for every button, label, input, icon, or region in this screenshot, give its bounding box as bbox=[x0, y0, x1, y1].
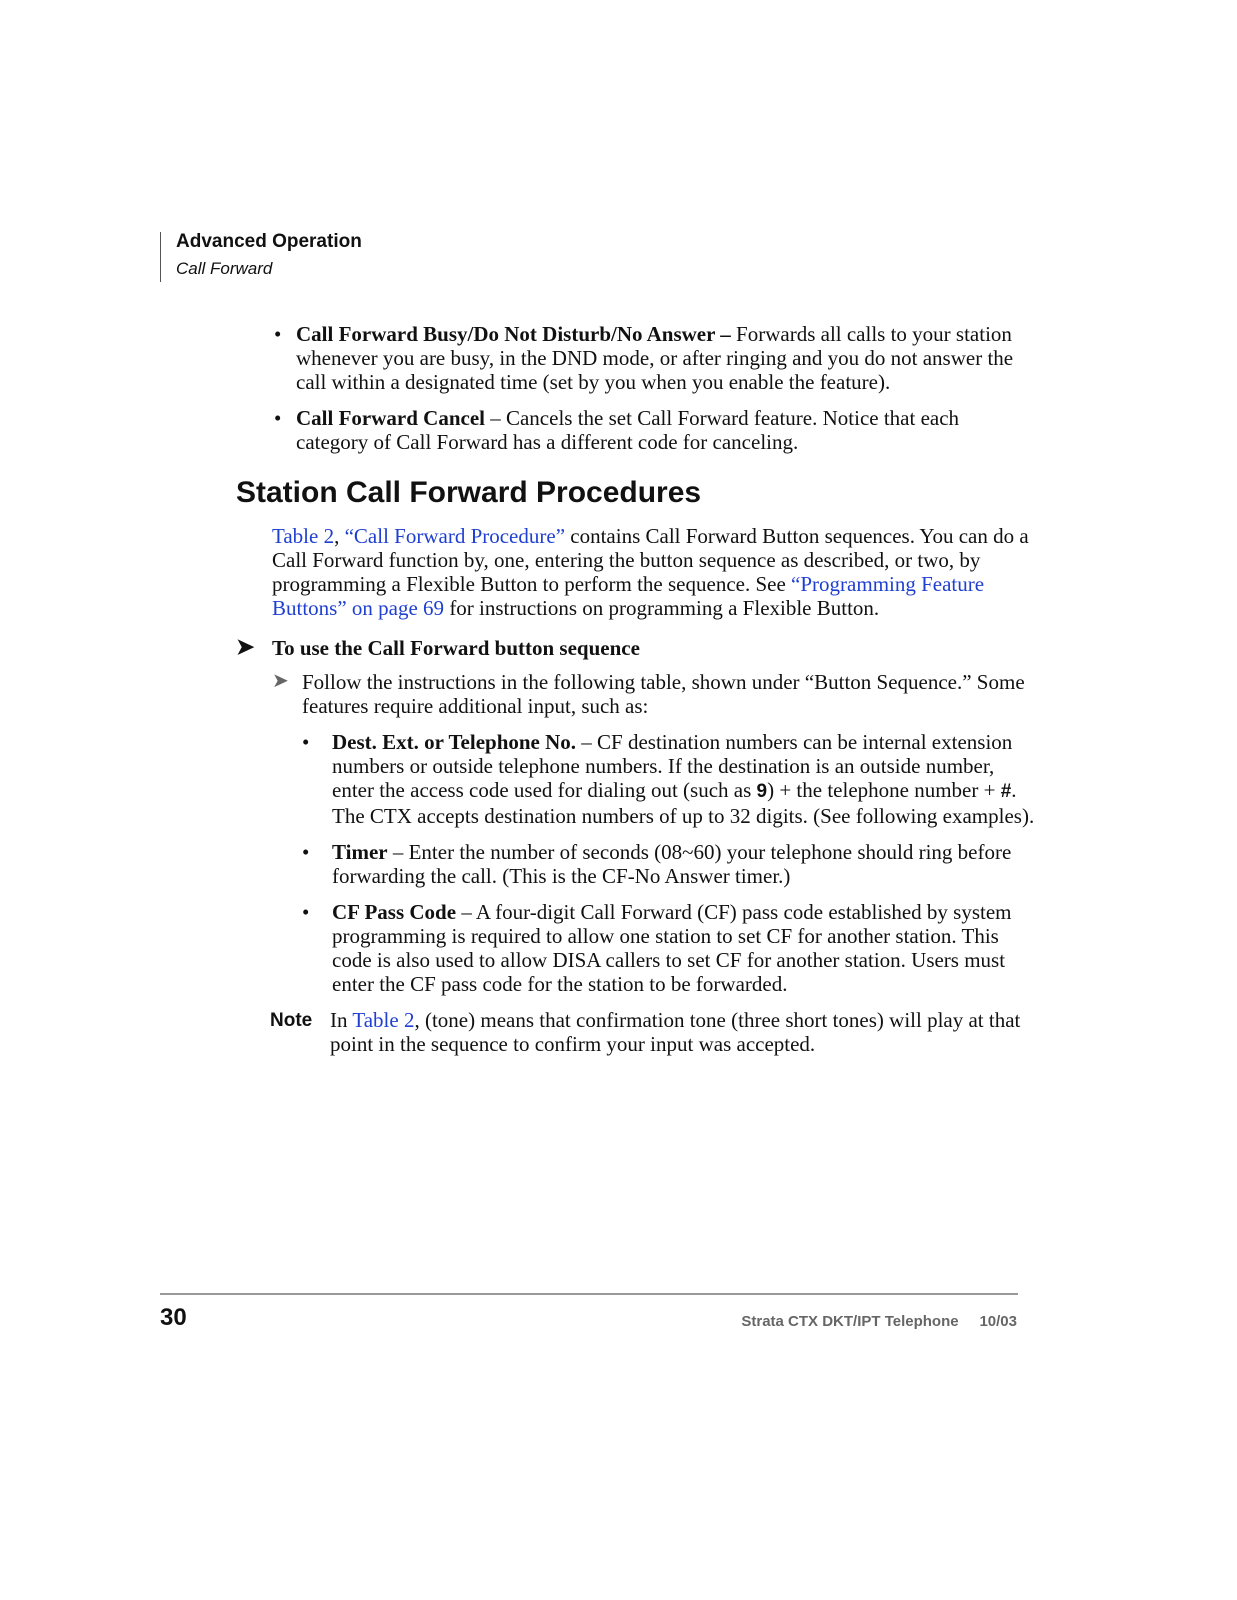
section-heading: Station Call Forward Procedures bbox=[236, 476, 702, 509]
note-label: Note bbox=[270, 1010, 313, 1031]
header-rule bbox=[160, 232, 161, 282]
arrow-icon: ➤ bbox=[272, 670, 289, 692]
footer-rule bbox=[160, 1293, 1018, 1295]
chapter-title: Advanced Operation bbox=[176, 231, 362, 252]
procedure-step-text: Follow the instructions in the following table, shown under “Button Sequence.” Some features require additional input, such as: bbox=[302, 670, 1025, 718]
item-text: – Enter the number of seconds (08~60) your telephone should ring before forwarding the call. (This is the CF-No Answer timer.) bbox=[332, 840, 1012, 888]
note-text-end: , (tone) means that confirmation tone (three short tones) will play at that point in the sequence to confirm your input was accepted. bbox=[330, 1008, 1021, 1056]
item-term: Timer bbox=[332, 840, 388, 864]
page-number: 30 bbox=[160, 1304, 187, 1331]
note bbox=[236, 1008, 1036, 1056]
bullet-term: Call Forward Busy/Do Not Disturb/No Answer – bbox=[296, 322, 731, 346]
bullet-glyph: • bbox=[274, 406, 282, 430]
item-text-c: . The CTX accepts destination numbers of up to 32 digits. (See following examples). bbox=[332, 778, 1035, 828]
item-text: – A four-digit Call Forward (CF) pass code established by system programming is required to allow one station to set CF for another station. This code is also used to allow DISA callers to set CF for another station. Users must enter the CF pass code for the station to be forwarded. bbox=[332, 900, 1012, 996]
main-content bbox=[236, 322, 1036, 1056]
intro-text: contains Call Forward Button sequences. You can do a Call Forward function by, one, entering the button sequence as described, or two, by programming a Flexible Button to perform the sequence. See bbox=[272, 524, 1029, 596]
doc-title: Strata CTX DKT/IPT Telephone bbox=[741, 1313, 959, 1330]
bullet-glyph: • bbox=[302, 900, 310, 924]
procedure-heading bbox=[236, 636, 1036, 660]
item-term: Dest. Ext. or Telephone No. bbox=[332, 730, 577, 754]
table-link[interactable]: Table 2 bbox=[272, 524, 335, 548]
list-item bbox=[236, 900, 1036, 996]
list-item bbox=[236, 322, 1036, 394]
item-term: CF Pass Code bbox=[332, 900, 457, 924]
bullet-term: Call Forward Cancel bbox=[296, 406, 485, 430]
doc-date: 10/03 bbox=[979, 1313, 1017, 1330]
intro-text-end: for instructions on programming a Flexible Button. bbox=[444, 596, 880, 620]
note-table-link[interactable]: Table 2 bbox=[352, 1008, 415, 1032]
bullet-glyph: • bbox=[302, 840, 310, 864]
note-text: In bbox=[330, 1008, 353, 1032]
key-pound: # bbox=[1000, 781, 1012, 802]
section-subtitle: Call Forward bbox=[176, 259, 273, 278]
intro-sep: , bbox=[334, 524, 345, 548]
list-item bbox=[236, 840, 1036, 888]
procedure-step bbox=[236, 670, 1036, 718]
item-text-b: ) + the telephone number + bbox=[767, 778, 1001, 802]
procedure-heading-text: To use the Call Forward button sequence bbox=[272, 636, 640, 660]
table-title-link[interactable]: “Call Forward Procedure” bbox=[344, 524, 566, 548]
bullet-glyph: • bbox=[274, 322, 282, 346]
bullet-text: Forwards all calls to your station whenever you are busy, in the DND mode, or after ringing and you do not answer the call within a designated time (set by you when you enable the feature). bbox=[296, 322, 1014, 394]
list-item bbox=[236, 406, 1036, 454]
list-item bbox=[236, 730, 1036, 828]
bullet-glyph: • bbox=[302, 730, 310, 754]
key-9: 9 bbox=[756, 781, 768, 802]
item-text: – CF destination numbers can be internal extension numbers or outside telephone numbers. If the destination is an outside number, enter the access code used for dialing out (such as bbox=[332, 730, 1013, 802]
footer-doc-info bbox=[741, 1313, 1017, 1330]
programming-link[interactable]: “Programming Feature Buttons” on page 69 bbox=[272, 572, 985, 620]
intro-paragraph bbox=[236, 524, 1036, 620]
bullet-text: – Cancels the set Call Forward feature. Notice that each category of Call Forward has a different code for canceling. bbox=[296, 406, 960, 454]
arrow-icon: ➤ bbox=[236, 634, 255, 659]
